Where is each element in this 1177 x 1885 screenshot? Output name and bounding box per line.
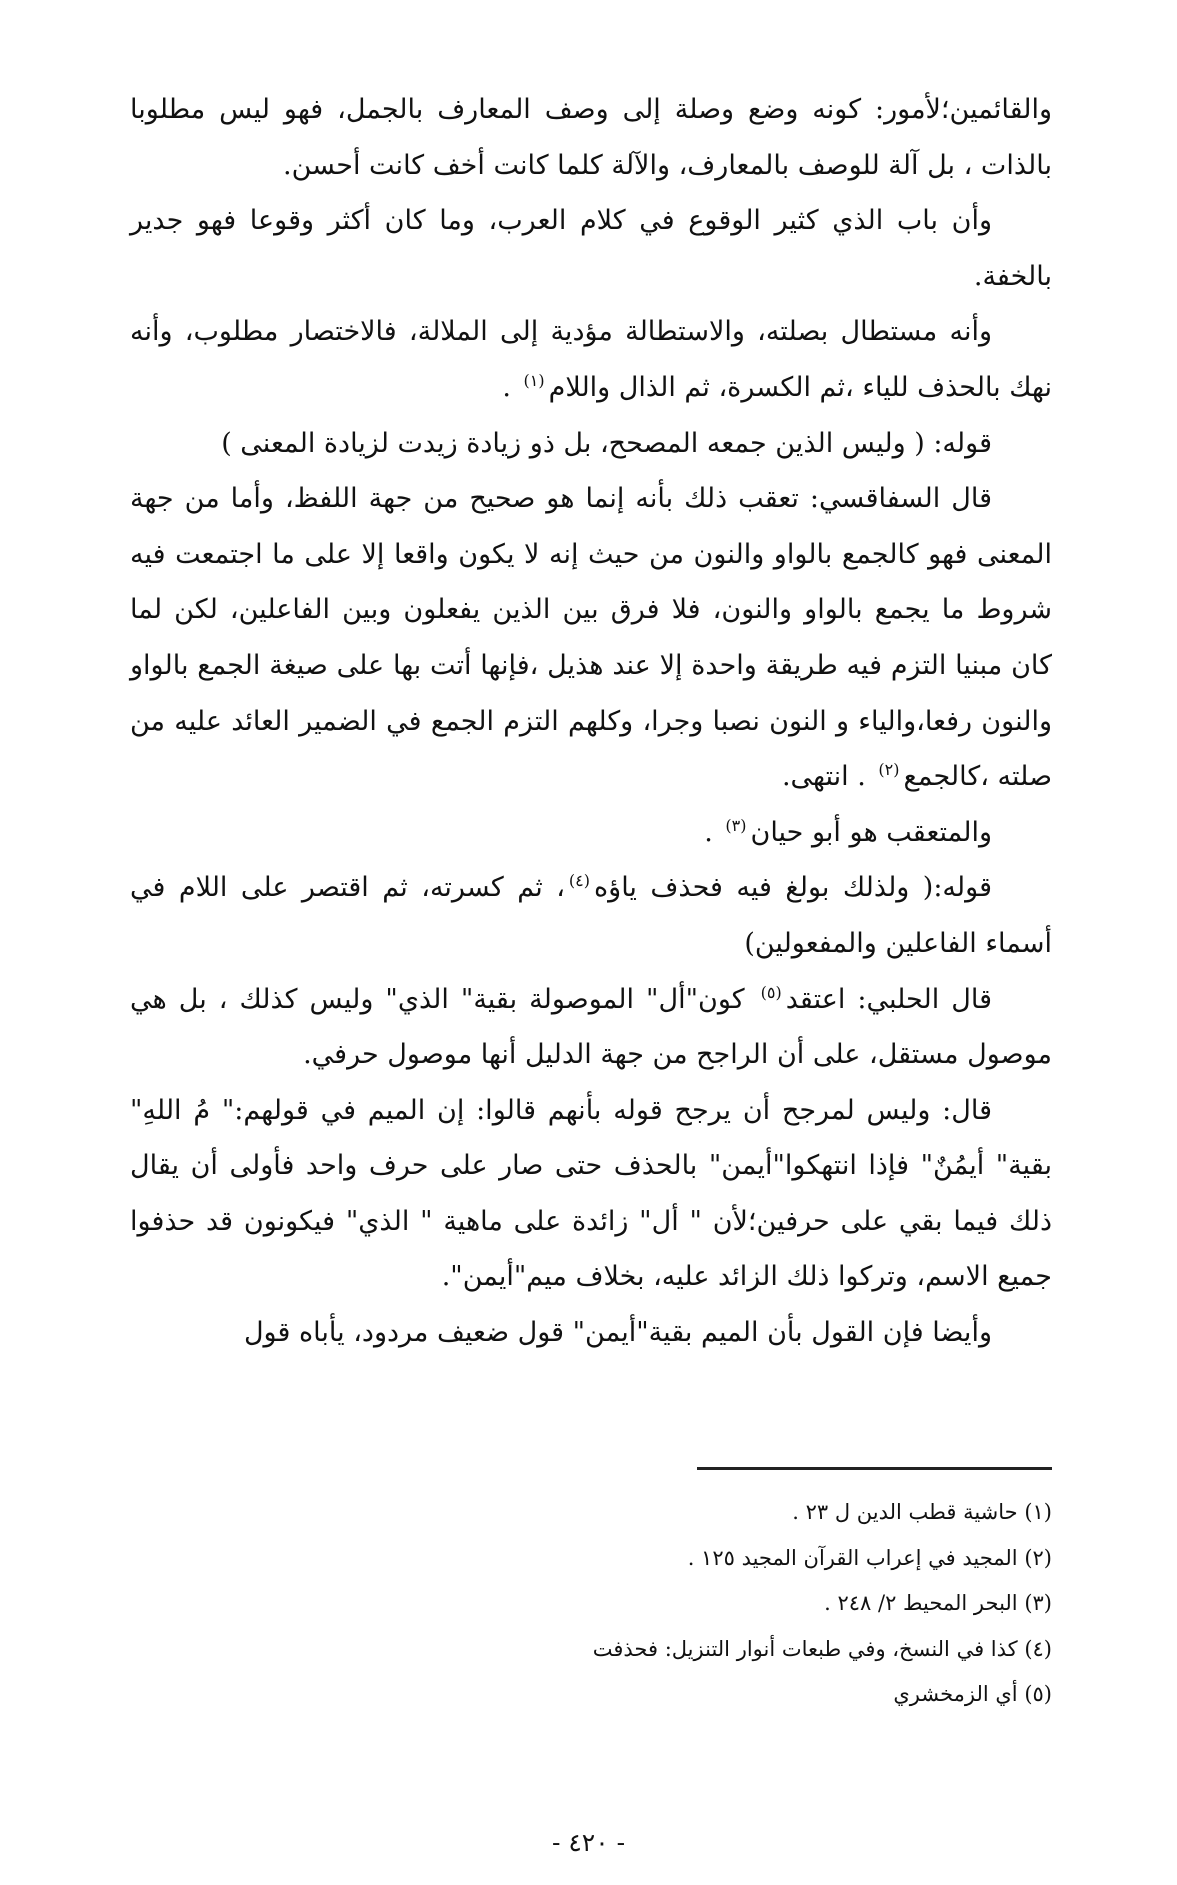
text-segment: كون"أل" الموصولة بقية" الذي" وليس كذلك ، بل هي موصول مستقل، على أن الراجح من جهة الدليل أنها موصول حرفي. xyxy=(130,983,1052,1071)
paragraph-4 xyxy=(130,416,1052,472)
text-segment: قوله:( ولذلك بولغ فيه فحذف ياؤه xyxy=(594,872,992,904)
footnote-reference: (٥) xyxy=(760,982,782,1002)
text-segment: والقائمين؛لأمور: كونه وضع وصلة إلى وصف المعارف بالجمل، فهو ليس مطلوبا بالذات ، بل آلة للوصف بالمعارف، والآلة كلما كانت أخف كانت أحسن. xyxy=(130,94,1052,181)
text-segment: . xyxy=(704,816,722,848)
footnote-reference: (١) xyxy=(523,370,545,390)
paragraph-8 xyxy=(130,972,1052,1083)
paragraph-6 xyxy=(130,805,1052,861)
text-segment: قال السفاقسي: تعقب ذلك بأنه إنما هو صحيح من جهة اللفظ، وأما من جهة المعنى فهو كالجمع بالواو والنون من حيث إنه لا يكون واقعا إلا على ما اجتمعت فيه شروط ما يجمع بالواو والنون، فلا فرق بين الذين يفعلون وبين الفاعلين، لكن لما كان مبنيا التزم فيه طريقة واحدة إلا عند هذيل ،فإنها أتت بها على صيغة الجمع بالواو والنون رفعا،والياء و النون نصبا وجرا، وكلهم التزم الجمع في الضمير العائد عليه من صلته ،كالجمع xyxy=(130,483,1052,793)
text-segment: . xyxy=(502,371,520,403)
footnote-2: (٢) المجيد في إعراب القرآن المجيد ١٢٥ . xyxy=(687,1545,1052,1570)
text-segment: وأنه مستطال بصلته، والاستطالة مؤدية إلى الملالة، فالاختصار مطلوب، وأنه نهك بالحذف للياء ،ثم الكسرة، ثم الذال واللام xyxy=(130,316,1052,403)
text-segment: ، ثم كسرته، ثم اقتصر على اللام في أسماء الفاعلين والمفعولين) xyxy=(130,872,1052,959)
footnote-3: (٣) البحر المحيط ٢/ ٢٤٨ . xyxy=(824,1591,1052,1615)
paragraph-9 xyxy=(130,1083,1052,1305)
footnote-1: (١) حاشية قطب الدين ل ٢٣ . xyxy=(792,1500,1052,1524)
paragraph-5 xyxy=(130,471,1052,805)
text-segment: وأن باب الذي كثير الوقوع في كلام العرب، وما كان أكثر وقوعا فهو جدير بالخفة. xyxy=(130,205,1052,292)
paragraph-3 xyxy=(130,304,1052,415)
text-segment: قال: وليس لمرجح أن يرجح قوله بأنهم قالوا: إن الميم في قولهم:" مُ اللهِ" بقية" أيمُنٌ" فإذا انتهكوا"أيمن" بالحذف حتى صار على حرف واحد فأولى أن يقال ذلك فيما بقي على حرفين؛لأن " أل" زائدة على ماهية " الذي" فيكونون قد حذفوا جميع الاسم، وتركوا ذلك الزائد عليه، بخلاف ميم"أيمن". xyxy=(130,1094,1052,1293)
page-number: - ٤٢٠ - xyxy=(551,1828,626,1857)
footnote-reference: (٢) xyxy=(878,760,900,780)
paragraph-10 xyxy=(130,1305,1052,1361)
paragraph-2 xyxy=(130,193,1052,304)
footnotes xyxy=(352,1490,1052,1718)
text-segment: قال الحلبي: اعتقد xyxy=(785,983,992,1015)
footnote-4: (٤) كذا في النسخ، وفي طبعات أنوار التنزيل: فحذفت xyxy=(592,1636,1052,1661)
text-segment: وأيضا فإن القول بأن الميم بقية"أيمن" قول ضعيف مردود، يأباه قول xyxy=(243,1317,992,1349)
footnote-5: (٥) أي الزمخشري xyxy=(893,1682,1052,1706)
text-segment: قوله: ( وليس الذين جمعه المصحح، بل ذو زيادة زيدت لزيادة المعنى ) xyxy=(221,427,992,459)
footnote-separator xyxy=(697,1467,1052,1470)
text-segment: والمتعقب هو أبو حيان xyxy=(750,816,992,848)
footnote-reference: (٤) xyxy=(568,871,591,891)
main-text xyxy=(130,82,1052,1361)
footnote-reference: (٣) xyxy=(725,815,747,835)
paragraph-1 xyxy=(130,82,1052,193)
paragraph-7 xyxy=(130,860,1052,971)
text-segment: . انتهى. xyxy=(781,761,875,793)
